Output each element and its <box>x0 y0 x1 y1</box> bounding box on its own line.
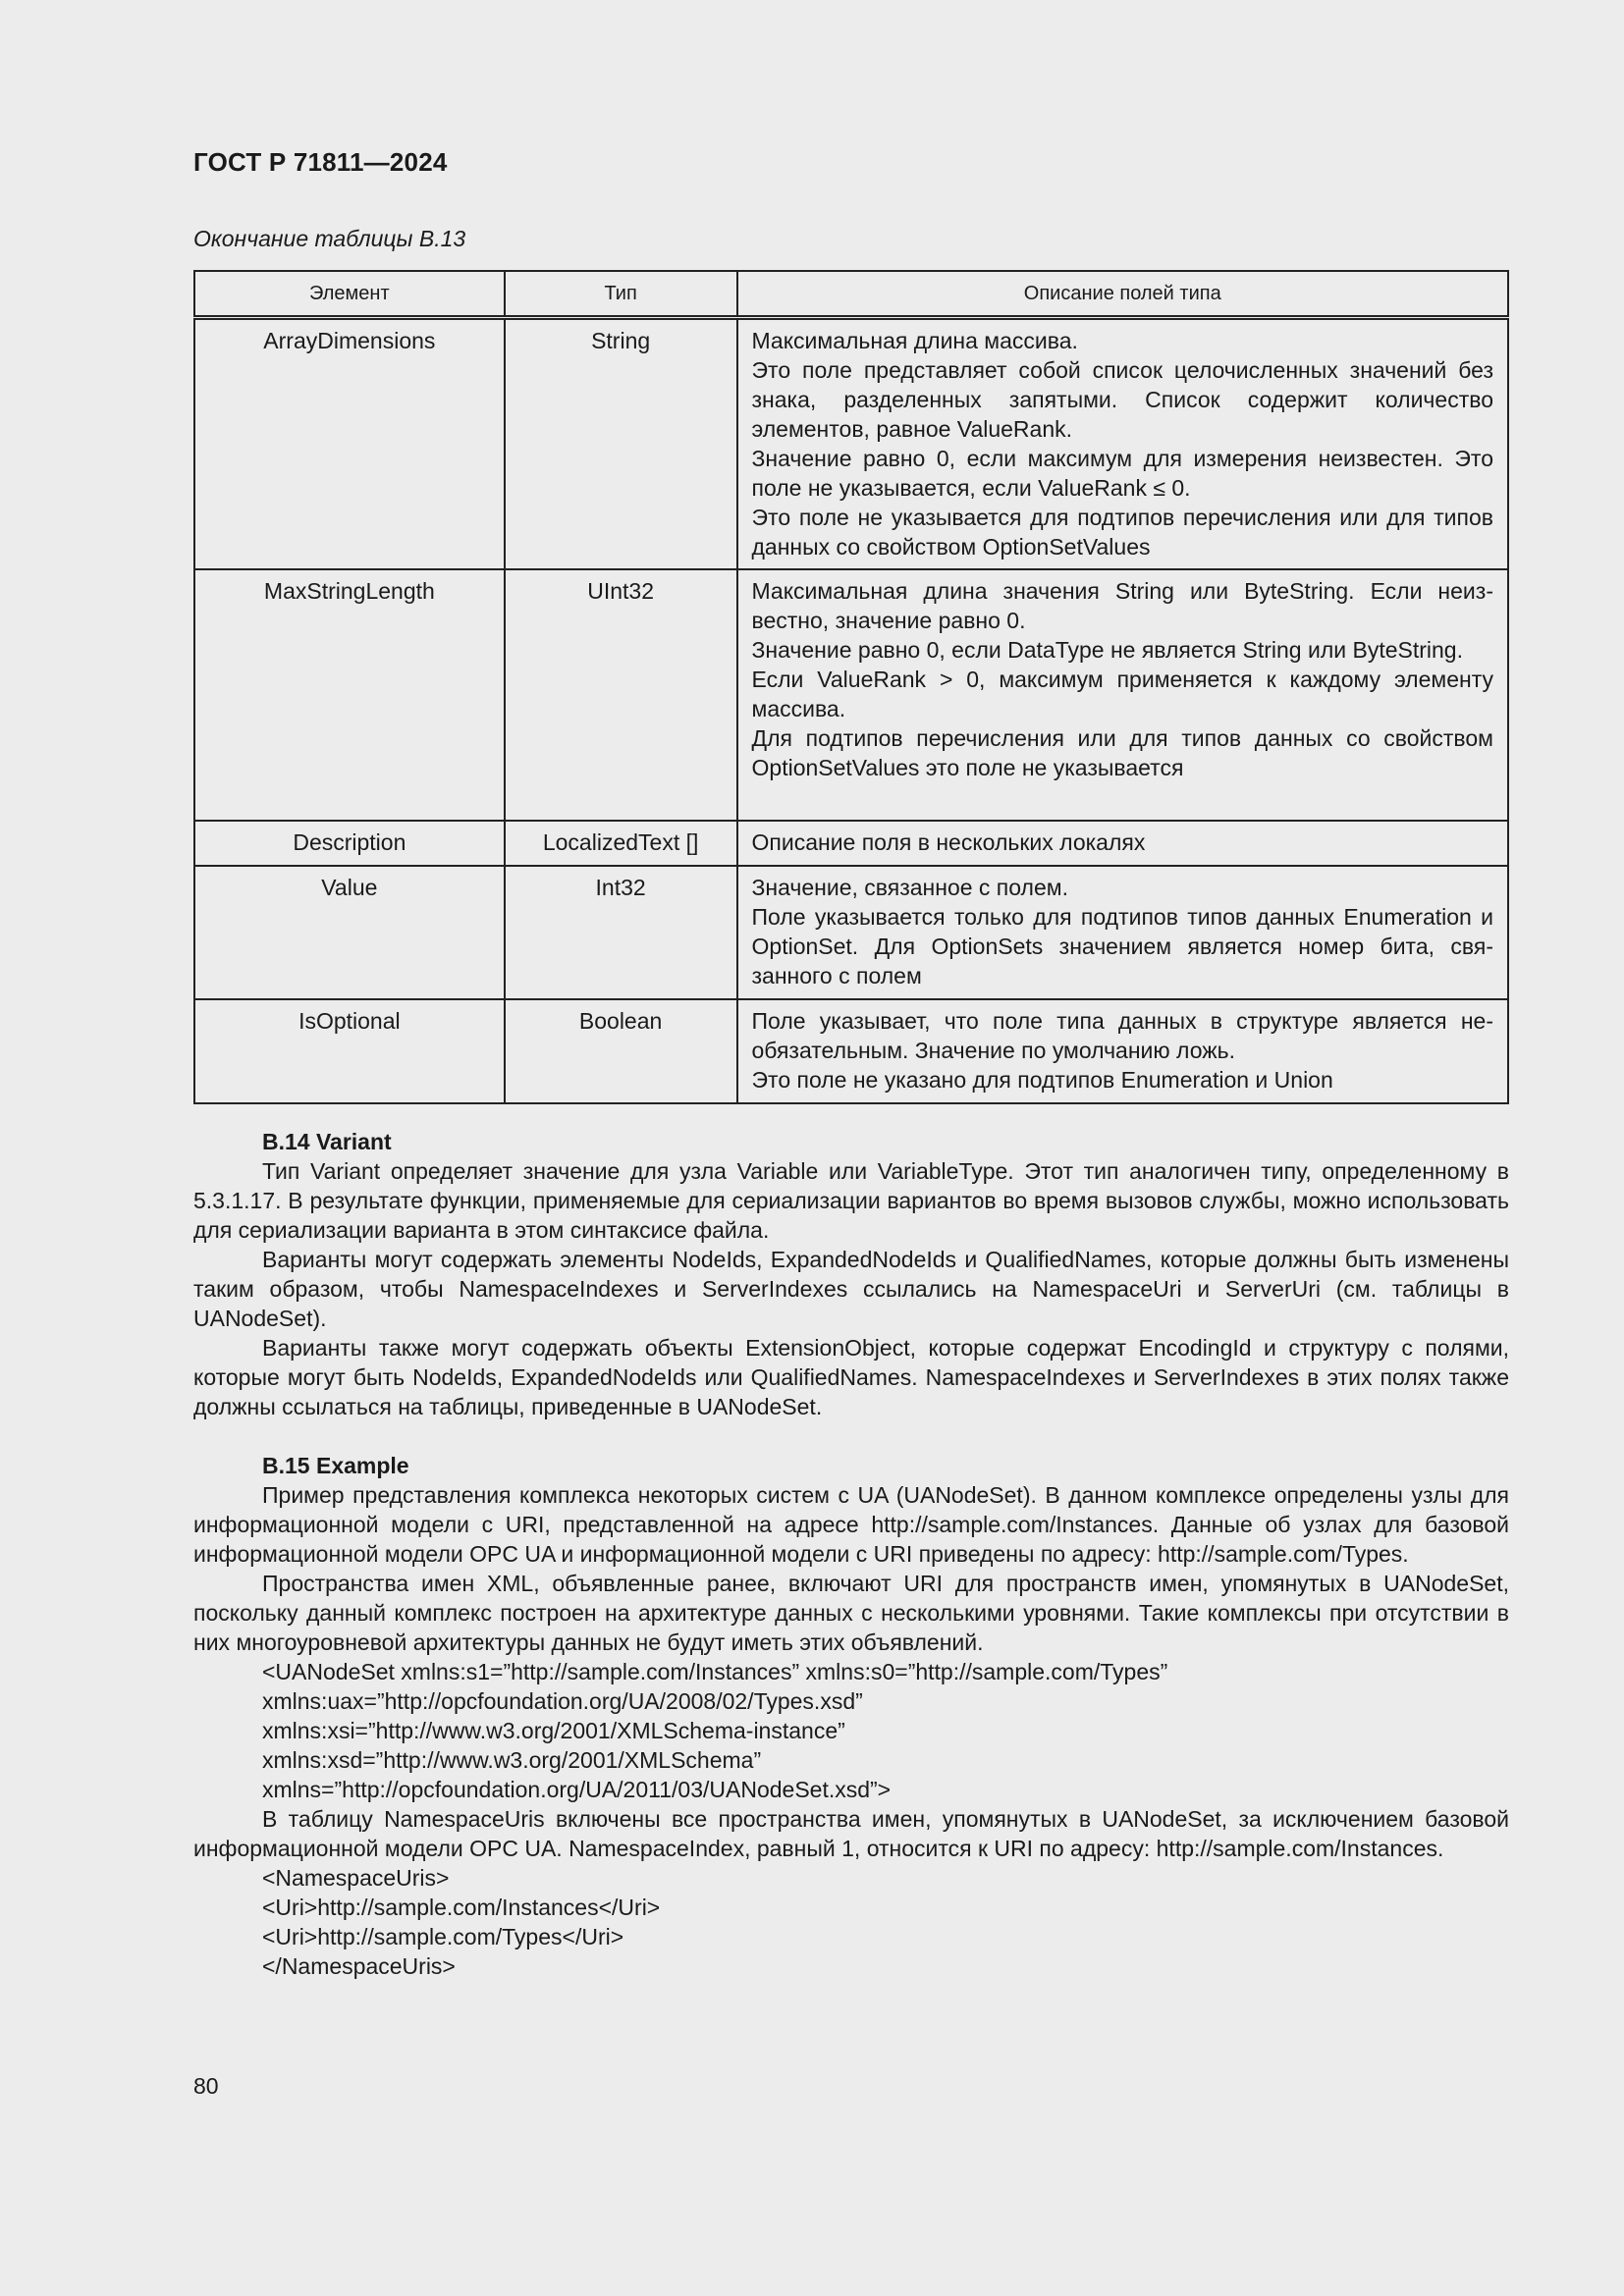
description-line: Значение равно 0, если DataType не является String или ByteString. <box>751 636 1463 663</box>
table-row <box>194 821 1508 866</box>
description-line: Поле указывается только для подтипов типов данных Enumeration и OptionSet. Для OptionSets значением является номер бита, связанного с полем <box>751 903 1493 988</box>
table-caption: Окончание таблицы В.13 <box>193 226 466 251</box>
description-line: Максимальная длина массива. <box>751 328 1078 353</box>
table-row <box>194 999 1508 1103</box>
column-header-element: Элемент <box>194 271 505 318</box>
cell-type: LocalizedText [] <box>505 821 737 866</box>
description-line: Это поле представляет собой список целочисленных значений без знака, разделенных запятыми. Список содержит количество элементов, равное ValueRank. <box>751 357 1493 442</box>
code-line: xmlns=”http://opcfoundation.org/UA/2011/03/UANodeSet.xsd”> <box>262 1777 892 1802</box>
code-line: xmlns:xsi=”http://www.w3.org/2001/XMLSchema-instance” <box>262 1718 845 1743</box>
description-line: Описание поля в нескольких локалях <box>751 828 1146 855</box>
cell-description <box>737 866 1508 999</box>
table-row <box>194 866 1508 999</box>
cell-element: ArrayDimensions <box>194 318 505 569</box>
paragraph: Варианты также могут содержать объекты ExtensionObject, которые содержат EncodingId и структуру с полями, которые могут быть NodeIds, ExpandedNodeIds или QualifiedNames. NamespaceIndexes и ServerIndexes в этих полях также должны ссылаться на таблицы, приведенные в UANodeSet. <box>193 1335 1509 1419</box>
description-line: Если ValueRank > 0, максимум применяется к каждому элементу массива. <box>751 666 1493 721</box>
column-header-type: Тип <box>505 271 737 318</box>
column-header-description: Описание полей типа <box>737 271 1508 318</box>
section-heading: В.15 Example <box>262 1453 409 1478</box>
paragraph: Пространства имен XML, объявленные ранее, включают URI для пространств имен, упомянутых в UANodeSet, поскольку данный комплекс построен на архитектуре данных с несколькими уровнями. Такие комплексы при отсутствии в них многоуровневой архитектуры данных не будут иметь этих объявлений. <box>193 1571 1509 1655</box>
paragraph: В таблицу NamespaceUris включены все пространства имен, упомянутых в UANodeSet, за исключением базовой информационной модели OPC UA. NamespaceIndex, равный 1, относится к URI по адресу: http://sample.com/Instances. <box>193 1806 1509 1861</box>
table-row <box>194 569 1508 821</box>
page-number: 80 <box>193 2073 219 2099</box>
cell-element: Description <box>194 821 505 866</box>
document-header: ГОСТ Р 71811—2024 <box>193 147 448 177</box>
description-line: Максимальная длина значения String или ByteString. Если неизвестно, значение равно 0. <box>751 577 1493 633</box>
section-b14 <box>193 1127 1509 1421</box>
cell-element: Value <box>194 866 505 999</box>
description-line: Для подтипов перечисления или для типов данных со свойством OptionSetValues это поле не указывается <box>751 724 1493 780</box>
code-line: xmlns:xsd=”http://www.w3.org/2001/XMLSchema” <box>262 1747 762 1773</box>
cell-description <box>737 569 1508 821</box>
paragraph: Тип Variant определяет значение для узла Variable или VariableType. Этот тип аналогичен типу, определенному в 5.3.1.17. В результате функции, применяемые для сериализации вариантов во время вызовов службы, можно использовать для сериализации варианта в этом синтаксисе файла. <box>193 1158 1509 1243</box>
fields-table <box>193 270 1509 1104</box>
paragraph: Пример представления комплекса некоторых систем с UA (UANodeSet). В данном комплексе определены узлы для информационной модели с URI, представленной на адресе http://sample.com/Instances. Данные об узлах для базовой информационной модели OPC UA и информационной модели с URI приведены по адресу: http://sample.com/Types. <box>193 1482 1509 1567</box>
description-line: Поле указывает, что поле типа данных в структуре является необязательным. Значение по умолчанию ложь. <box>751 1007 1493 1063</box>
table-header-row <box>194 271 1508 318</box>
code-line: <Uri>http://sample.com/Instances</Uri> <box>262 1895 661 1920</box>
table-row <box>194 318 1508 569</box>
cell-description <box>737 821 1508 866</box>
description-line: Значение равно 0, если максимум для измерения неизвестен. Это поле не указывается, если ValueRank ≤ 0. <box>751 446 1493 501</box>
code-line: xmlns:uax=”http://opcfoundation.org/UA/2008/02/Types.xsd” <box>262 1688 863 1714</box>
code-line: </NamespaceUris> <box>262 1953 456 1979</box>
cell-type: UInt32 <box>505 569 737 821</box>
cell-type: Int32 <box>505 866 737 999</box>
cell-type: Boolean <box>505 999 737 1103</box>
section-b15 <box>193 1451 1509 1981</box>
cell-element: IsOptional <box>194 999 505 1103</box>
section-heading: В.14 Variant <box>262 1129 392 1154</box>
paragraph: Варианты могут содержать элементы NodeIds, ExpandedNodeIds и QualifiedNames, которые должны быть изменены таким образом, чтобы NamespaceIndexes и ServerIndexes ссылались на NamespaceUri и ServerUri (см. таблицы в UANodeSet). <box>193 1247 1509 1331</box>
cell-description <box>737 999 1508 1103</box>
cell-element: MaxStringLength <box>194 569 505 821</box>
description-line: Это поле не указано для подтипов Enumeration и Union <box>751 1066 1333 1093</box>
code-line: <UANodeSet xmlns:s1=”http://sample.com/Instances” xmlns:s0=”http://sample.com/Types” <box>262 1659 1168 1684</box>
cell-description <box>737 318 1508 569</box>
cell-type: String <box>505 318 737 569</box>
description-line: Значение, связанное с полем. <box>751 874 1068 900</box>
code-line: <Uri>http://sample.com/Types</Uri> <box>262 1924 624 1949</box>
description-line: Это поле не указывается для подтипов перечисления или для типов данных со свойством OptionSetValues <box>751 505 1493 560</box>
code-line: <NamespaceUris> <box>262 1865 450 1891</box>
